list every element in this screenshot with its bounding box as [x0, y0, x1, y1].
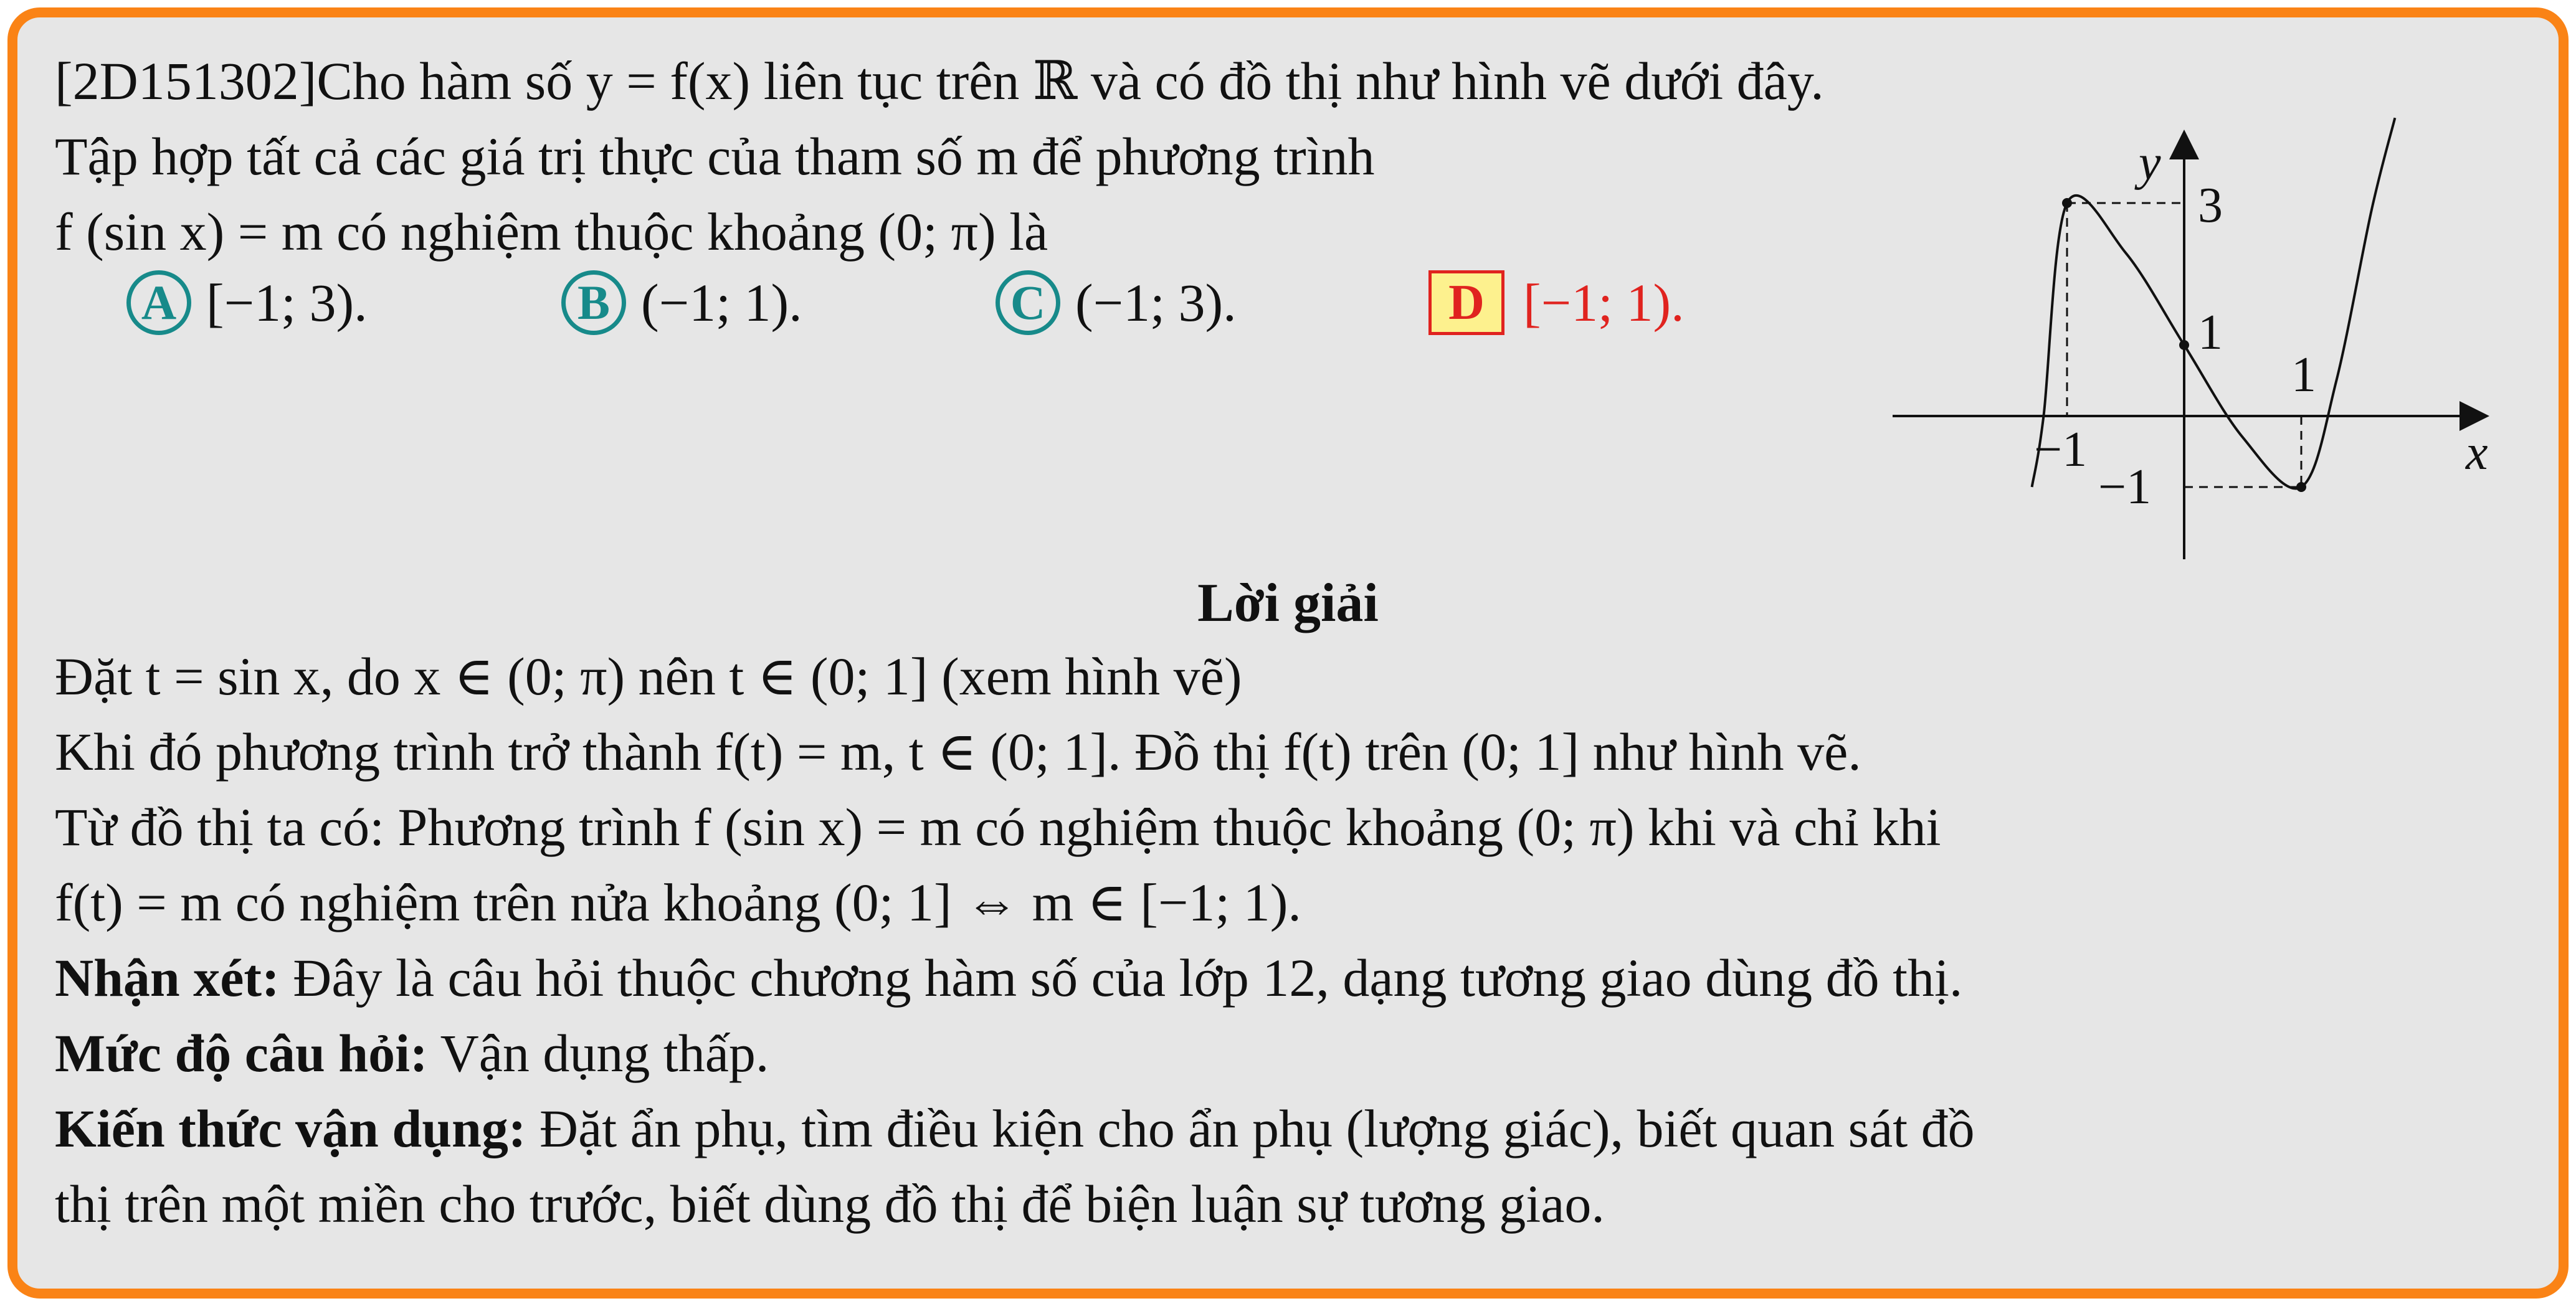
knowledge-line — [55, 1091, 1975, 1166]
question-line-3: f (sin x) = m có nghiệm thuộc khoảng (0; π) là — [55, 202, 1048, 262]
level-label: Mức độ câu hỏi: — [55, 1023, 428, 1083]
solution-line-3: Từ đồ thị ta có: Phương trình f (sin x) = m có nghiệm thuộc khoảng (0; π) khi và chỉ khi — [55, 797, 1941, 857]
choice-d-marker: D — [1428, 270, 1504, 335]
remark-text: Đây là câu hỏi thuộc chương hàm số của lớp 12, dạng tương giao dùng đồ thị. — [279, 948, 1963, 1008]
choice-c-marker: C — [996, 270, 1060, 335]
answer-choices — [17, 270, 1886, 351]
function-graph — [1874, 117, 2509, 578]
remark-label: Nhận xét: — [55, 948, 280, 1008]
label-x-1: 1 — [2291, 348, 2316, 402]
question-line-2: Tập hợp tất cả các giá trị thực của tham số m để phương trình — [55, 126, 1375, 186]
choice-a-marker: A — [126, 270, 191, 335]
solution-heading: Lời giải — [1197, 573, 1379, 633]
question-line-1: [2D151302]Cho hàm số y = f(x) liên tục trên ℝ và có đồ thị như hình vẽ dưới đây. — [55, 51, 1824, 111]
label-x-neg1: −1 — [2034, 422, 2088, 477]
choice-a[interactable] — [126, 270, 368, 335]
x-axis-label: x — [2466, 425, 2488, 480]
label-y-3: 3 — [2198, 178, 2223, 233]
solution-line-2: Khi đó phương trình trở thành f(t) = m, t ∈ (0; 1]. Đồ thị f(t) trên (0; 1] như hình vẽ. — [55, 722, 1861, 782]
choice-a-text: [−1; 3). — [206, 273, 368, 333]
choice-b-text: (−1; 1). — [641, 273, 802, 333]
knowledge-line-2: thị trên một miền cho trước, biết dùng đồ thị để biện luận sự tương giao. — [55, 1174, 1605, 1234]
point-y-intercept — [2179, 340, 2189, 350]
choice-b[interactable] — [561, 270, 802, 335]
solution-line-1: Đặt t = sin x, do x ∈ (0; π) nên t ∈ (0; 1] (xem hình vẽ) — [55, 646, 1242, 706]
label-y-1: 1 — [2198, 305, 2223, 360]
choice-c-text: (−1; 3). — [1075, 273, 1237, 333]
choice-d[interactable] — [1428, 270, 1685, 335]
knowledge-label: Kiến thức vận dụng: — [55, 1099, 526, 1158]
label-y-neg1: −1 — [2098, 460, 2152, 514]
level-text: Vận dụng thấp. — [427, 1023, 769, 1083]
problem-card — [7, 7, 2569, 1299]
choice-c[interactable] — [996, 270, 1237, 335]
knowledge-text: Đặt ẩn phụ, tìm điều kiện cho ẩn phụ (lượng giác), biết quan sát đồ — [526, 1099, 1975, 1158]
y-axis-label: y — [2139, 136, 2161, 191]
point-min — [2296, 482, 2306, 492]
level-line — [55, 1016, 769, 1091]
choice-d-text: [−1; 1). — [1523, 273, 1685, 333]
choice-b-marker: B — [561, 270, 626, 335]
point-max — [2062, 198, 2072, 208]
solution-line-4: f(t) = m có nghiệm trên nửa khoảng (0; 1] ⇔ m ∈ [−1; 1). — [55, 873, 1301, 932]
remark-line — [55, 940, 1962, 1016]
